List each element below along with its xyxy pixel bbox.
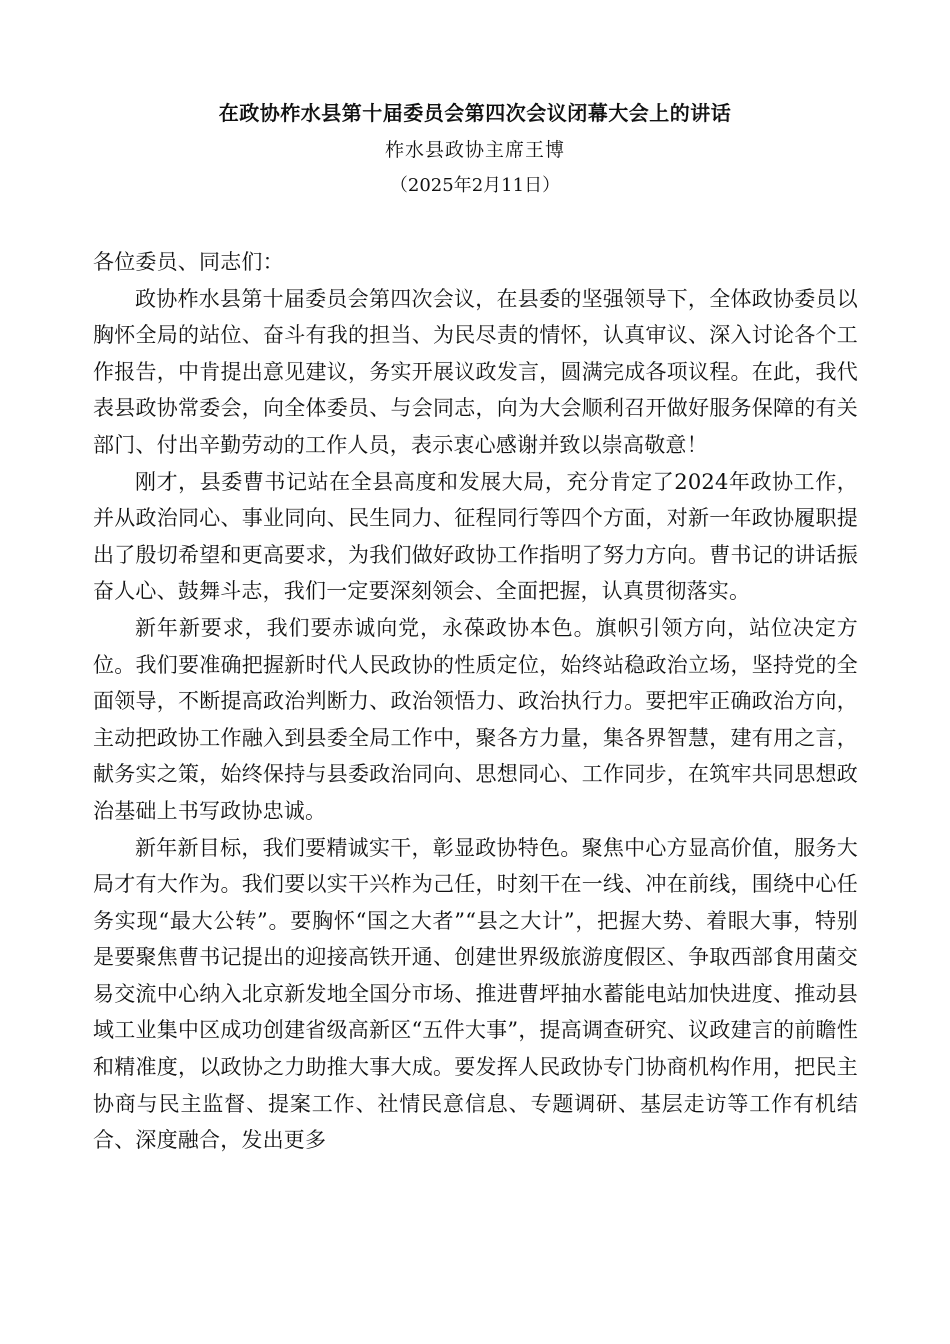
- document-author: 柞水县政协主席王博: [384, 139, 565, 161]
- paragraph-3: 新年新要求，我们要赤诚向党，永葆政协本色。旗帜引领方向，站位决定方位。我们要准确把握新时代人民政协的性质定位，始终站稳政治立场，坚持党的全面领导，不断提高政治判断力、政治领悟力、政治执行力。要把牢正确政治方向，主动把政协工作融入到县委全局工作中，聚各方力量，集各界智慧，建有用之言，献务实之策，始终保持与县委政治同向、思想同心、工作同步，在筑牢共同思想政治基础上书写政协忠诚。: [93, 615, 858, 823]
- document-body: [93, 244, 858, 1159]
- salutation: 各位委员、同志们：: [93, 250, 284, 274]
- paragraph-1: 政协柞水县第十届委员会第四次会议，在县委的坚强领导下，全体政协委员以胸怀全局的站位、奋斗有我的担当、为民尽责的情怀，认真审议、深入讨论各个工作报告，中肯提出意见建议，务实开展议政发言，圆满完成各项议程。在此，我代表县政协常委会，向全体委员、与会同志，向为大会顺利召开做好服务保障的有关部门、付出辛勤劳动的工作人员，表示衷心感谢并致以崇高敬意！: [93, 286, 858, 457]
- paragraph-2: 刚才，县委曹书记站在全县高度和发展大局，充分肯定了2024年政协工作，并从政治同心、事业同向、民生同力、征程同行等四个方面，对新一年政协履职提出了殷切希望和更高要求，为我们做好政协工作指明了努力方向。曹书记的讲话振奋人心、鼓舞斗志，我们一定要深刻领会、全面把握，认真贯彻落实。: [93, 469, 858, 604]
- paragraph-4: 新年新目标，我们要精诚实干，彰显政协特色。聚焦中心方显高价值，服务大局才有大作为。我们要以实干兴柞为己任，时刻干在一线、冲在前线，围绕中心任务实现“最大公转”。要胸怀“国之大者”“县之大计”，把握大势、着眼大事，特别是要聚焦曹书记提出的迎接高铁开通、创建世界级旅游度假区、争取西部食用菌交易交流中心纳入北京新发地全国分市场、推进曹坪抽水蓄能电站加快进度、推动县域工业集中区成功创建省级高新区“五件大事”，提高调查研究、议政建言的前瞻性和精准度，以政协之力助推大事大成。要发挥人民政协专门协商机构作用，把民主协商与民主监督、提案工作、社情民意信息、专题调研、基层走访等工作有机结合、深度融合，发出更多: [93, 835, 858, 1153]
- document-title: 在政协柞水县第十届委员会第四次会议闭幕大会上的讲话: [218, 101, 732, 125]
- document-date: （2025年2月11日）: [389, 175, 561, 196]
